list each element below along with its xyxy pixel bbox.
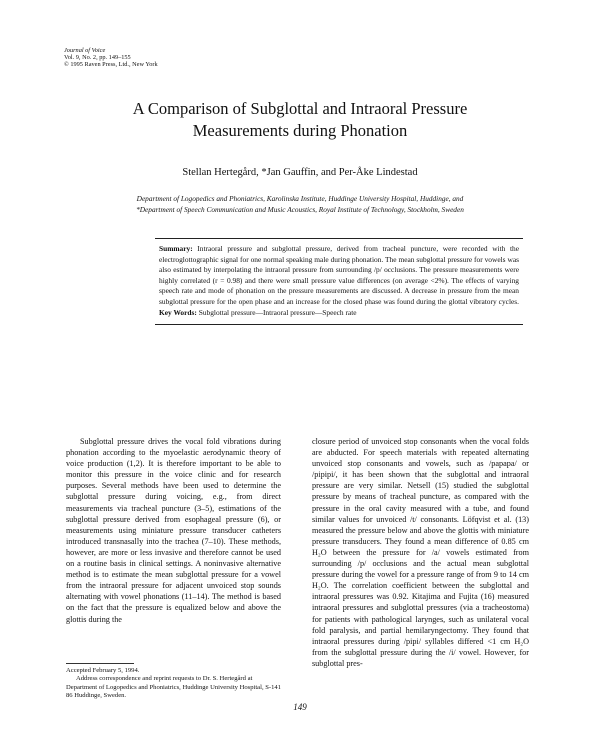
keywords-label: Key Words: <box>159 307 197 317</box>
title-line-2: Measurements during Phonation <box>192 121 408 140</box>
affiliation-2: *Department of Speech Communication and Music Acoustics, Royal Institute of Technology, Stockholm, Sweden <box>136 205 464 214</box>
journal-volume: Vol. 9, No. 2, pp. 149–155 <box>64 54 131 61</box>
keywords-text: Subglottal pressure—Intraoral pressure—Speech rate <box>198 307 357 317</box>
body-right-column: closure period of unvoiced stop consonants when the vocal folds are abducted. For speech materials with repeated alternating unvoiced stop consonants and vowels, such as /papapa/ or /pipipi/, it has been shown that the subglottal and intraoral pressure are very similar. Netsell (15) studied the subglottal pressure by means of tracheal puncture, as compared with the pressure in the oral cavity measured with a tube, and found similar values for unvoiced /t/ consonants. Löfqvist et al. (13) measured the pressure below and above the glottis with miniature pressure transducers. They found a mean difference of 0.85 cm H₂O between the pressure for /a/ vowels estimated from surrounding /p/ occlusions and the actual mean subglottal pressure during the vowel for a pressure range of from 9 to 14 cm H₂O. The correlation coefficient between the subglottal and intraoral pressures was 0.92. Kitajima and Fujita (16) measured intraoral pressures and subglottal pressures (via a tracheostoma) for patients with pathological larynges, such as unilateral vocal fold paralysis, and partial hemilaryngectomy. They found that intraoral pressures during /pipi/ syllables differed <1 cm H₂O from the subglottal pressure during the /i/ vowel. However, for subglottal pres- <box>312 437 529 668</box>
footnote-divider <box>66 663 134 664</box>
affiliations <box>40 193 560 215</box>
footnotes <box>66 667 281 701</box>
author-list: Stellan Hertegård, *Jan Gauffin, and Per-Åke Lindestad <box>182 167 418 178</box>
footnote-address: Address correspondence and reprint requests to Dr. S. Hertegård at Department of Logopedics and Phoniatrics, Huddinge University Hospital, S-141 86 Huddinge, Sweden. <box>66 675 281 700</box>
journal-masthead <box>64 47 158 68</box>
journal-copyright: © 1995 Raven Press, Ltd., New York <box>64 61 158 68</box>
affiliation-1: Department of Logopedics and Phoniatrics, Karolinska Institute, Huddinge University Hospital, Huddinge, and <box>136 194 464 203</box>
title-line-1: A Comparison of Subglottal and Intraoral Pressure <box>132 99 468 118</box>
journal-name: Journal of Voice <box>64 47 106 54</box>
footnote-accepted: Accepted February 5, 1994. <box>66 667 140 674</box>
body-left-column: Subglottal pressure drives the vocal fold vibrations during phonation according to the myoelastic aerodynamic theory of voice production (1,2). It is therefore important to be able to monitor this pressure in the voice clinic and for research purposes. Several methods have been used to determine the subglottal pressure during voicing, e.g., from direct measurements via tracheal puncture (3–5), estimations of the subglottal pressure derived from esophageal pressure (6), or measurements using miniature pressure transducer catheters introduced transnasally into the trachea (7–10). These methods, however, are more or less invasive and therefore cannot be used on a routine basis in clinical settings. A noninvasive alternative method is to estimate the mean subglottal pressure for a vowel from the intraoral pressure for adjacent unvoiced stop sounds alternating with vowel phonations (11–14). The method is based on the fact that the pressure is equalized below and above the glottis during the <box>66 437 281 624</box>
page-number: 149 <box>293 702 307 712</box>
paper-title <box>60 98 540 142</box>
abstract-label: Summary: <box>159 244 193 253</box>
abstract-box <box>155 238 523 325</box>
abstract-text: Intraoral pressure and subglottal pressure, derived from tracheal puncture, were recorded with the electroglottographic signal for one normal speaking male during phonation. The mean subglottal pressure for vowels was also estimated by interpolating the intraoral pressure from surrounding /p/ occlusions. The pressure measurements were highly correlated (r = 0.98) and there were small pressure value differences (on average <2%). The effects of varying speech rate and mode of phonation on the pressure measurements are discussed. A decrease in pressure from the mean subglottal pressure for the open phase and an increase for the closed phase was found during the glottal vibratory cycles. <box>159 244 519 306</box>
